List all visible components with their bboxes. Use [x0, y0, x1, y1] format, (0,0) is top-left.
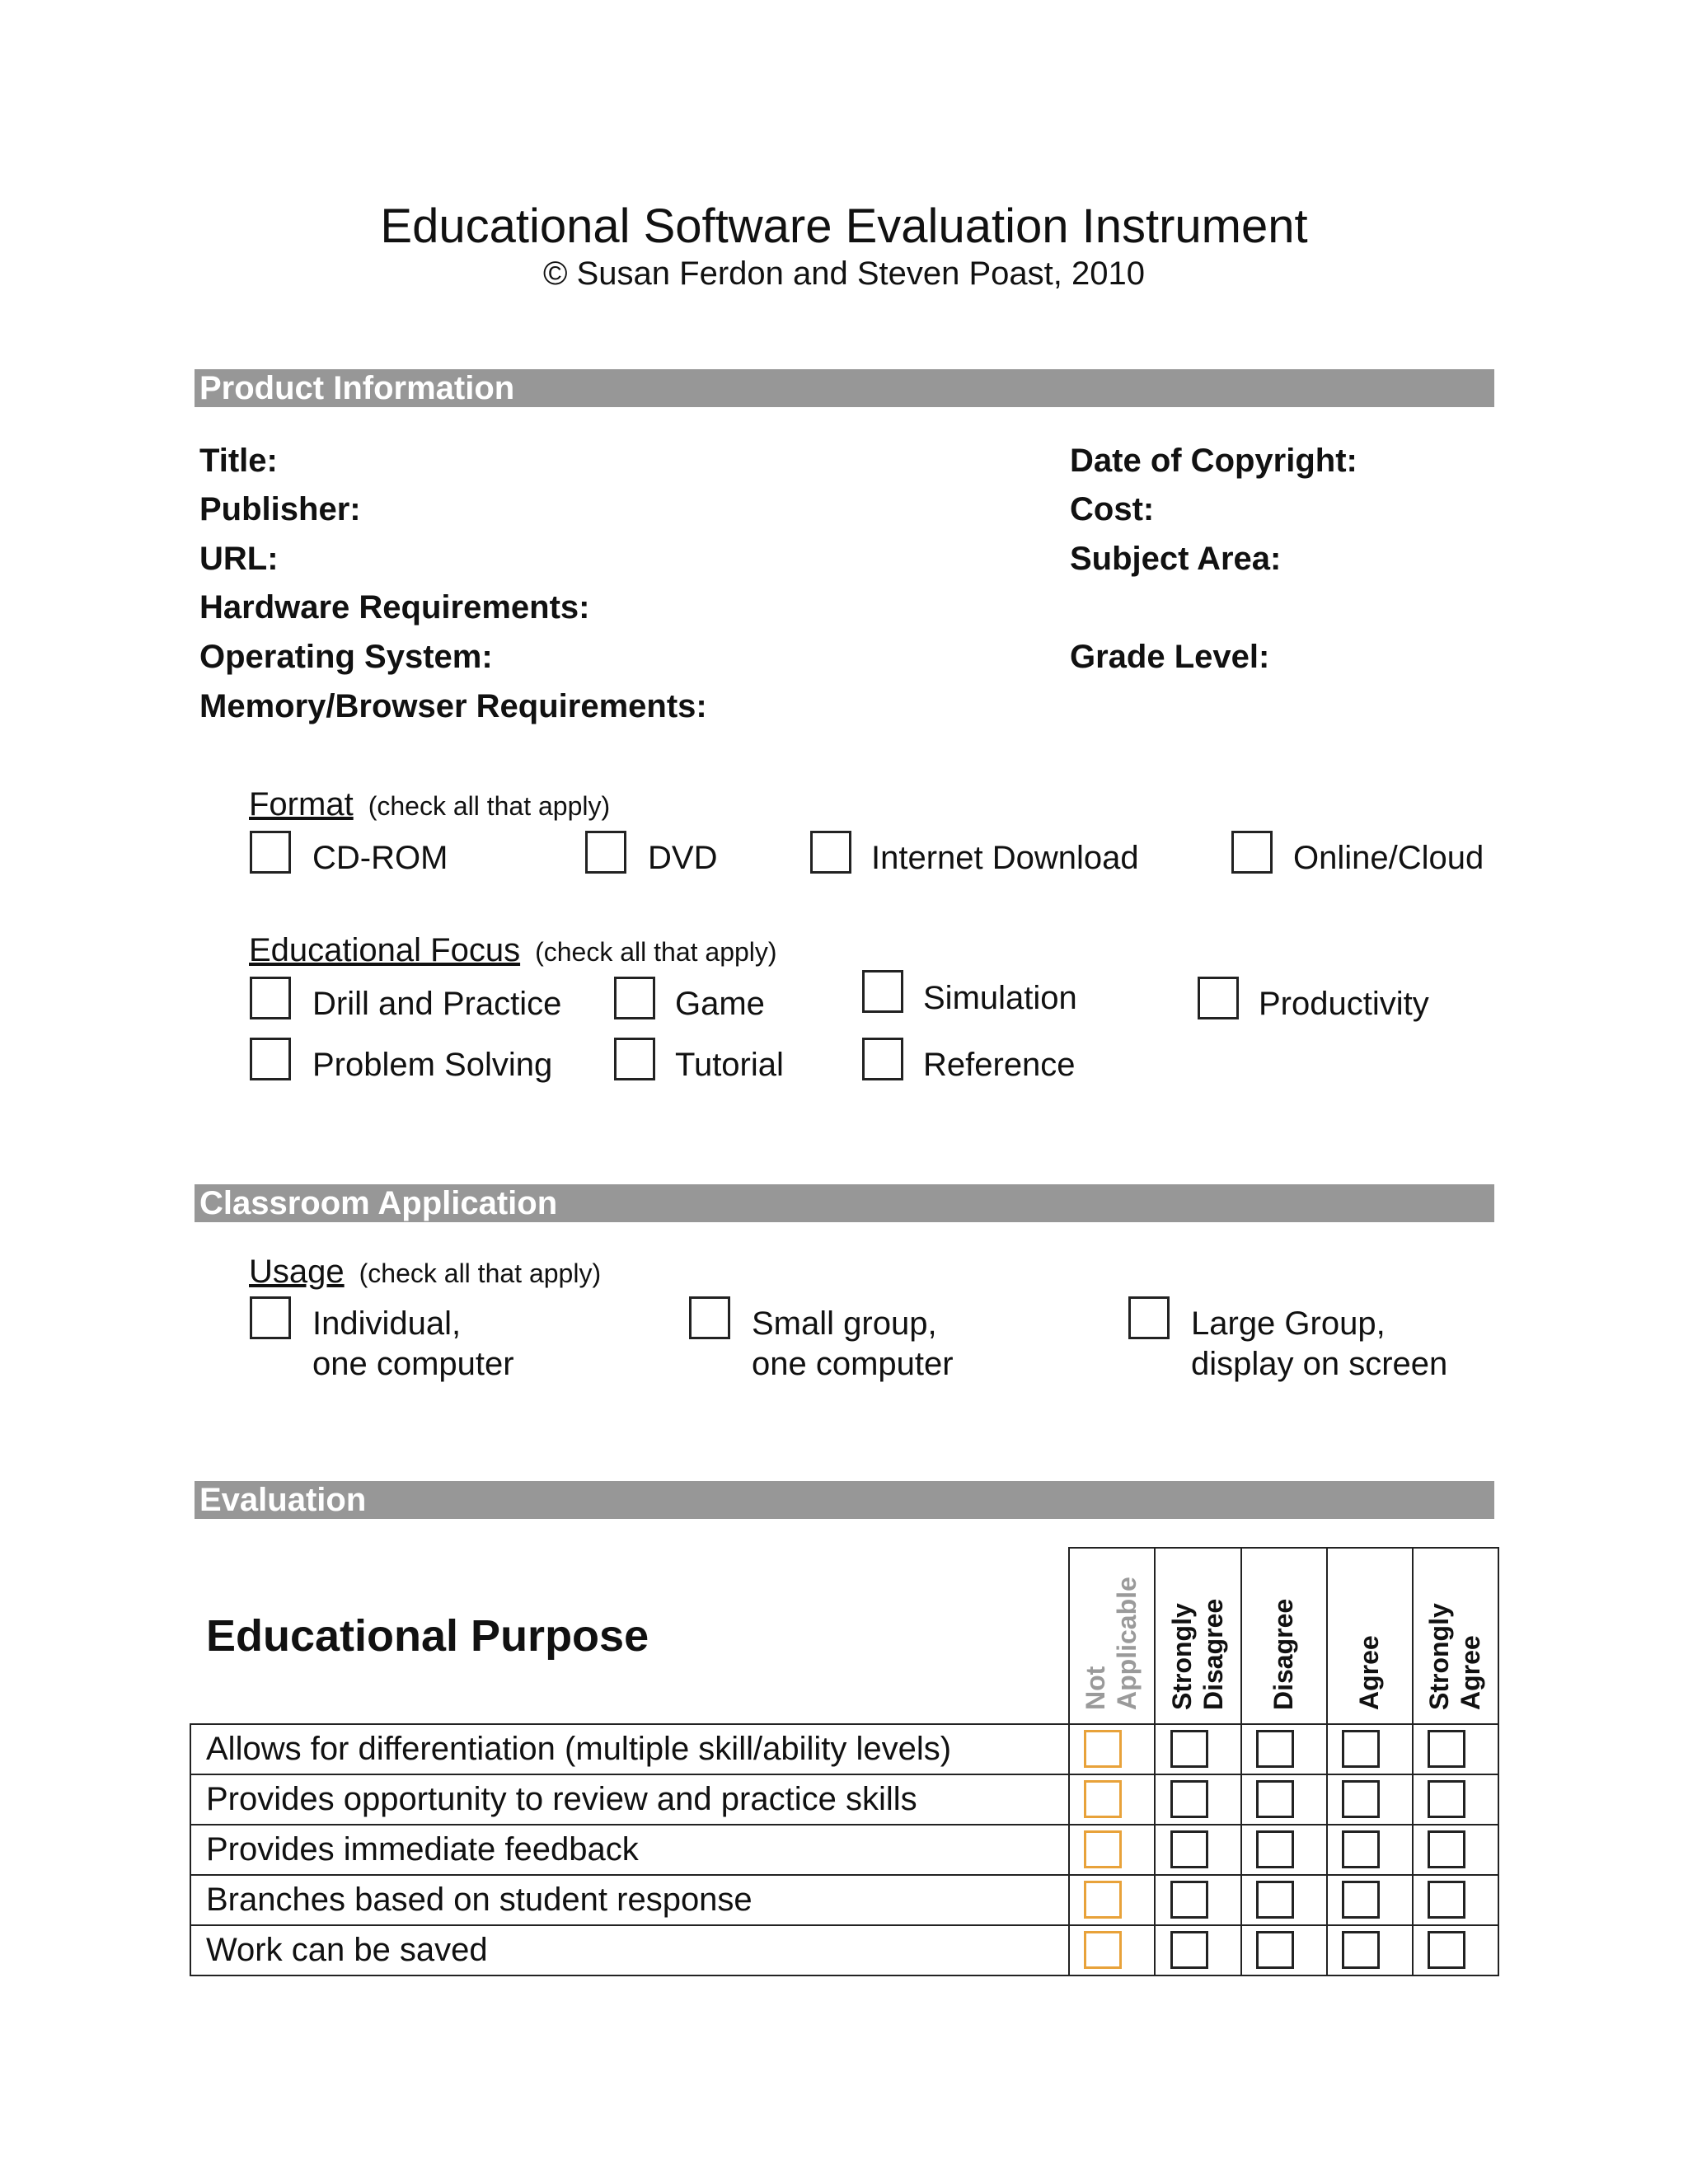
- rating-checkbox-row1-col1[interactable]: [1084, 1730, 1122, 1768]
- usage-large-group-line2: display on screen: [1191, 1346, 1448, 1382]
- focus-tutorial-label: Tutorial: [675, 1047, 784, 1083]
- evaluation-heading: Evaluation: [195, 1481, 1494, 1519]
- rating-checkbox-row1-col2[interactable]: [1170, 1730, 1208, 1768]
- format-dvd-checkbox[interactable]: [585, 831, 626, 874]
- date-of-copyright-label: Date of Copyright:: [1070, 443, 1357, 479]
- educational-focus-note: (check all that apply): [535, 937, 777, 967]
- focus-reference-label: Reference: [923, 1047, 1076, 1083]
- table-header-top-border: [1068, 1547, 1499, 1549]
- rating-checkbox-row2-col2[interactable]: [1170, 1780, 1208, 1818]
- usage-individual-line1: Individual,: [312, 1305, 462, 1342]
- rating-checkbox-row2-col3[interactable]: [1256, 1780, 1294, 1818]
- format-label: Format: [249, 786, 354, 823]
- rating-checkbox-row1-col3[interactable]: [1256, 1730, 1294, 1768]
- cost-label: Cost:: [1070, 491, 1155, 527]
- column-header-line1: Strongly: [1424, 1603, 1454, 1710]
- evaluation-row-label: Allows for differentiation (multiple skill/ability levels): [206, 1731, 952, 1767]
- column-header-2: [1165, 1562, 1231, 1710]
- usage-small-group-line1: Small group,: [752, 1305, 937, 1342]
- title-field-label: Title:: [199, 443, 278, 479]
- rating-checkbox-row4-col3[interactable]: [1256, 1881, 1294, 1919]
- focus-tutorial-checkbox[interactable]: [614, 1038, 655, 1080]
- rating-checkbox-row1-col4[interactable]: [1342, 1730, 1380, 1768]
- focus-drill-and-practice-label: Drill and Practice: [312, 986, 562, 1022]
- usage-small-group-line2: one computer: [752, 1346, 954, 1382]
- column-header-line1: Agree: [1354, 1635, 1384, 1710]
- format-cd-rom-label: CD-ROM: [312, 840, 448, 876]
- format-online-cloud-label: Online/Cloud: [1293, 840, 1484, 876]
- table-column-border: [1240, 1547, 1242, 1976]
- table-column-border: [1412, 1547, 1414, 1976]
- column-header-line2: Applicable: [1112, 1577, 1142, 1710]
- rating-checkbox-row4-col2[interactable]: [1170, 1881, 1208, 1919]
- rating-checkbox-row3-col4[interactable]: [1342, 1830, 1380, 1868]
- rating-checkbox-row4-col1[interactable]: [1084, 1881, 1122, 1919]
- rating-checkbox-row5-col2[interactable]: [1170, 1931, 1208, 1969]
- focus-game-checkbox[interactable]: [614, 977, 655, 1019]
- format-internet-download-checkbox[interactable]: [810, 831, 851, 874]
- column-header-line1: Disagree: [1268, 1598, 1298, 1710]
- table-left-border: [190, 1723, 191, 1976]
- focus-productivity-label: Productivity: [1259, 986, 1429, 1022]
- format-dvd-label: DVD: [648, 840, 718, 876]
- format-online-cloud-checkbox[interactable]: [1231, 831, 1273, 874]
- rating-checkbox-row5-col1[interactable]: [1084, 1931, 1122, 1969]
- usage-note: (check all that apply): [359, 1258, 602, 1288]
- focus-simulation-label: Simulation: [923, 980, 1077, 1016]
- rating-checkbox-row2-col4[interactable]: [1342, 1780, 1380, 1818]
- focus-drill-and-practice-checkbox[interactable]: [250, 977, 291, 1019]
- operating-system-label: Operating System:: [199, 639, 493, 675]
- evaluation-row-label: Provides opportunity to review and practice skills: [206, 1781, 917, 1817]
- usage-heading: [249, 1252, 601, 1293]
- copyright-line: © Susan Ferdon and Steven Poast, 2010: [543, 255, 1145, 292]
- rating-checkbox-row5-col5[interactable]: [1428, 1931, 1465, 1969]
- rating-checkbox-row3-col5[interactable]: [1428, 1830, 1465, 1868]
- focus-productivity-checkbox[interactable]: [1198, 977, 1239, 1019]
- rating-checkbox-row3-col3[interactable]: [1256, 1830, 1294, 1868]
- usage-small-group-checkbox[interactable]: [689, 1296, 730, 1339]
- rating-checkbox-row4-col5[interactable]: [1428, 1881, 1465, 1919]
- educational-focus-heading: [249, 930, 777, 972]
- column-header-5: [1422, 1562, 1488, 1710]
- hardware-requirements-label: Hardware Requirements:: [199, 589, 590, 626]
- rating-checkbox-row5-col4[interactable]: [1342, 1931, 1380, 1969]
- format-heading: [249, 785, 610, 826]
- product-information-heading: Product Information: [195, 369, 1494, 407]
- classroom-application-heading: Classroom Application: [195, 1184, 1494, 1222]
- rating-checkbox-row5-col3[interactable]: [1256, 1931, 1294, 1969]
- usage-label: Usage: [249, 1254, 345, 1290]
- publisher-field-label: Publisher:: [199, 491, 361, 527]
- educational-purpose-title: Educational Purpose: [206, 1611, 649, 1661]
- usage-individual-line2: one computer: [312, 1346, 514, 1382]
- column-header-1: [1078, 1562, 1144, 1710]
- rating-checkbox-row3-col1[interactable]: [1084, 1830, 1122, 1868]
- rating-checkbox-row2-col1[interactable]: [1084, 1780, 1122, 1818]
- rating-checkbox-row4-col4[interactable]: [1342, 1881, 1380, 1919]
- grade-level-label: Grade Level:: [1070, 639, 1270, 675]
- column-header-line1: Not: [1081, 1666, 1110, 1710]
- column-header-line2: Agree: [1456, 1635, 1485, 1710]
- format-cd-rom-checkbox[interactable]: [250, 831, 291, 874]
- usage-individual-checkbox[interactable]: [250, 1296, 291, 1339]
- focus-problem-solving-label: Problem Solving: [312, 1047, 553, 1083]
- focus-problem-solving-checkbox[interactable]: [250, 1038, 291, 1080]
- format-note: (check all that apply): [368, 791, 611, 821]
- evaluation-row-label: Work can be saved: [206, 1932, 488, 1968]
- rating-checkbox-row3-col2[interactable]: [1170, 1830, 1208, 1868]
- table-column-border: [1326, 1547, 1328, 1976]
- table-column-border: [1154, 1547, 1156, 1976]
- subject-area-label: Subject Area:: [1070, 541, 1282, 577]
- format-internet-download-label: Internet Download: [871, 840, 1139, 876]
- column-header-3: [1250, 1562, 1316, 1710]
- educational-focus-label: Educational Focus: [249, 932, 521, 968]
- page-title: Educational Software Evaluation Instrument: [380, 199, 1308, 253]
- usage-large-group-line1: Large Group,: [1191, 1305, 1386, 1342]
- focus-reference-checkbox[interactable]: [862, 1038, 903, 1080]
- usage-large-group-checkbox[interactable]: [1128, 1296, 1170, 1339]
- column-header-line2: Disagree: [1198, 1598, 1228, 1710]
- focus-simulation-checkbox[interactable]: [862, 970, 903, 1013]
- table-column-border: [1068, 1547, 1070, 1976]
- column-header-4: [1336, 1562, 1402, 1710]
- column-header-line1: Strongly: [1166, 1603, 1197, 1710]
- table-column-border: [1498, 1547, 1499, 1976]
- evaluation-row-label: Provides immediate feedback: [206, 1831, 639, 1868]
- evaluation-row-label: Branches based on student response: [206, 1882, 753, 1918]
- rating-checkbox-row2-col5[interactable]: [1428, 1780, 1465, 1818]
- focus-game-label: Game: [675, 986, 765, 1022]
- memory-browser-requirements-label: Memory/Browser Requirements:: [199, 688, 707, 724]
- rating-checkbox-row1-col5[interactable]: [1428, 1730, 1465, 1768]
- url-field-label: URL:: [199, 541, 279, 577]
